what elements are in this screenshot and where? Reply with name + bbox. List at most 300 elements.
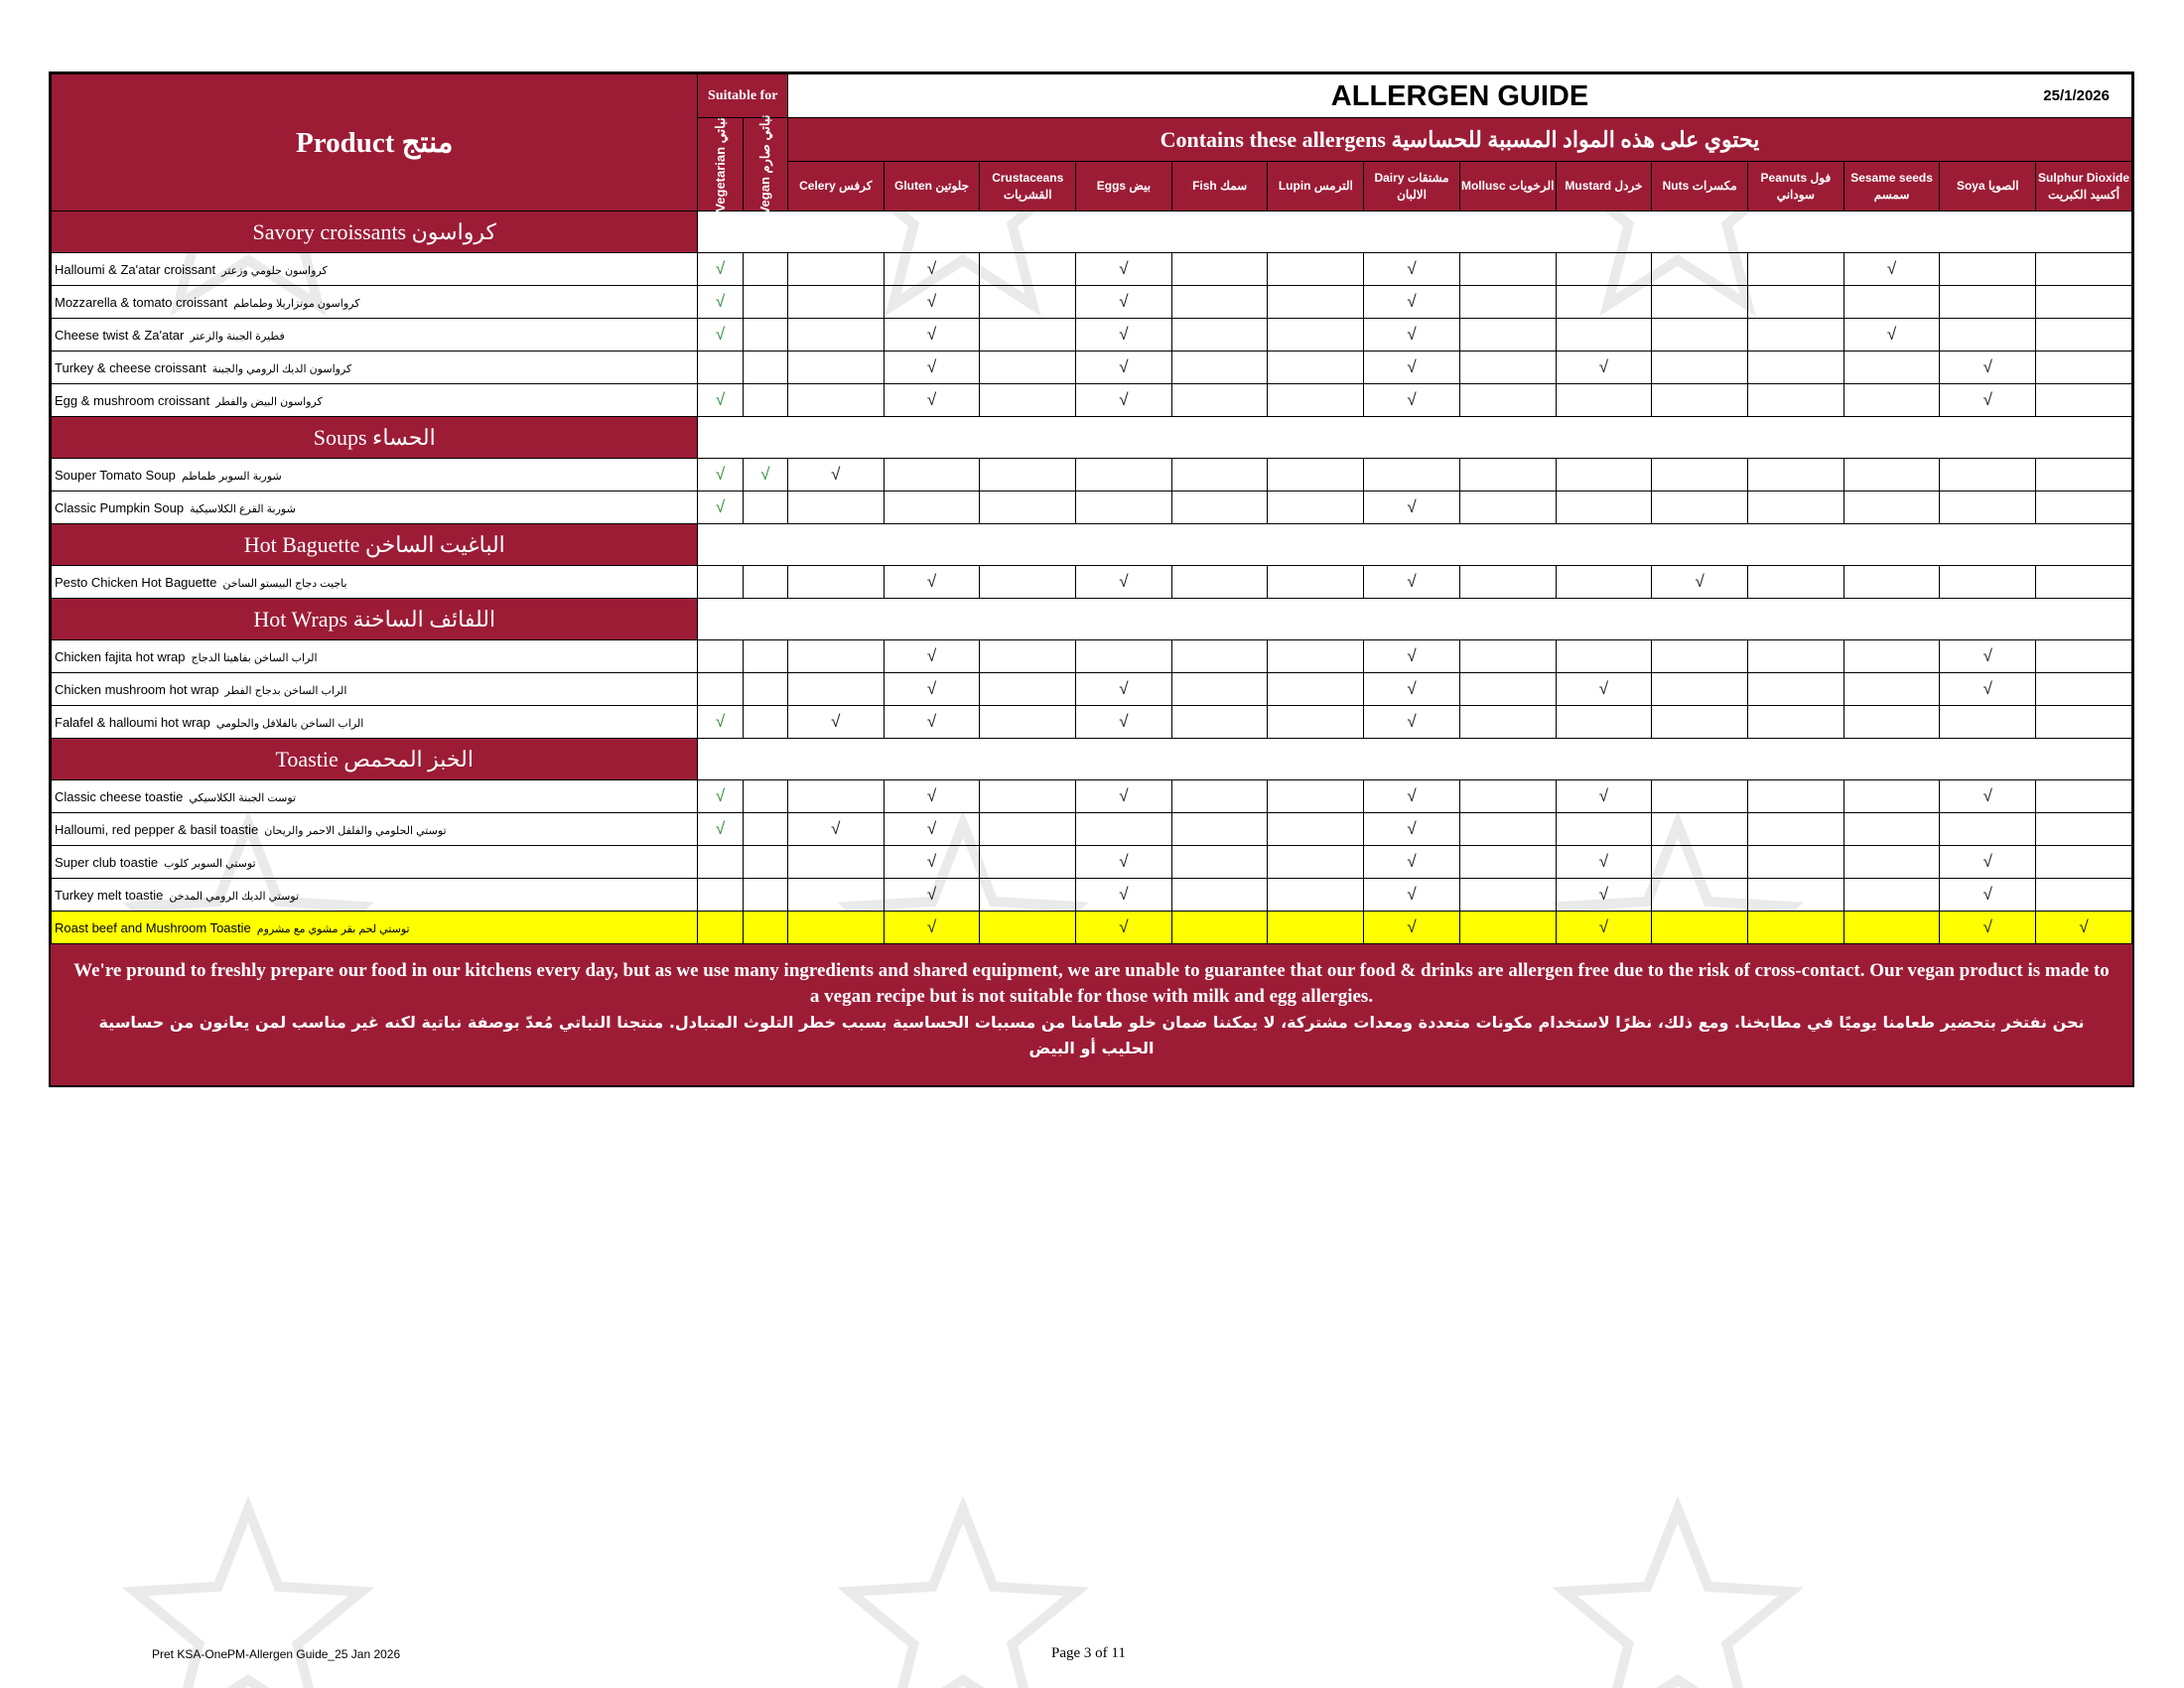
allergen-cell [1748, 879, 1844, 912]
allergen-cell: √ [884, 706, 980, 739]
allergen-cell [1940, 492, 2036, 524]
allergen-cell [1652, 459, 1748, 492]
vegetarian-column-header [698, 118, 743, 211]
document-name: Pret KSA-OnePM-Allergen Guide_25 Jan 2026 [152, 1647, 401, 1661]
allergen-cell: √ [1940, 640, 2036, 673]
allergen-cell: √ [1076, 879, 1172, 912]
vegan-cell [743, 492, 787, 524]
product-row [52, 879, 2132, 912]
allergen-cell [1940, 813, 2036, 846]
product-name-cell [52, 706, 698, 739]
allergen-cell [787, 879, 884, 912]
allergen-cell [980, 640, 1076, 673]
allergen-header: Peanuts فول سوداني [1748, 162, 1844, 211]
allergen-cell [1748, 253, 1844, 286]
product-name-ar: شوربة السوبر طماطم [181, 470, 282, 483]
allergen-cell [1171, 384, 1268, 417]
allergen-cell [1171, 879, 1268, 912]
allergen-cell [1652, 912, 1748, 944]
product-name-en: Chicken fajita hot wrap [55, 648, 186, 664]
allergen-cell: √ [884, 879, 980, 912]
allergen-cell [1556, 286, 1652, 319]
allergen-cell [1843, 673, 1940, 706]
allergen-cell [1940, 566, 2036, 599]
allergen-cell [1171, 673, 1268, 706]
allergen-cell [1652, 640, 1748, 673]
allergen-cell: √ [1076, 912, 1172, 944]
allergen-cell [2036, 673, 2132, 706]
allergen-cell: √ [787, 706, 884, 739]
allergen-cell [1171, 706, 1268, 739]
product-name-cell [52, 286, 698, 319]
product-name-en: Mozzarella & tomato croissant [55, 294, 228, 310]
allergen-cell [1940, 319, 2036, 352]
vegetarian-cell: √ [698, 253, 743, 286]
product-name-ar: كرواسون الديك الرومي والجبنة [211, 362, 352, 375]
product-row [52, 912, 2132, 944]
allergen-cell: √ [1076, 673, 1172, 706]
allergen-header: Gluten جلوتين [884, 162, 980, 211]
allergen-cell: √ [1076, 780, 1172, 813]
allergen-cell [1171, 459, 1268, 492]
allergen-cell [2036, 286, 2132, 319]
allergen-cell [1748, 780, 1844, 813]
allergen-cell: √ [1364, 352, 1460, 384]
allergen-cell [1268, 566, 1364, 599]
vegetarian-cell: √ [698, 492, 743, 524]
allergen-cell: √ [1364, 673, 1460, 706]
allergen-cell [1748, 640, 1844, 673]
section-title: Soups الحساء [52, 417, 698, 459]
allergen-cell [1459, 846, 1556, 879]
allergen-cell [1171, 780, 1268, 813]
allergen-cell [1076, 492, 1172, 524]
allergen-cell: √ [1076, 706, 1172, 739]
allergen-cell [1940, 459, 2036, 492]
allergen-cell [1652, 492, 1748, 524]
allergen-cell: √ [1940, 846, 2036, 879]
vegan-cell [743, 846, 787, 879]
allergen-cell: √ [884, 813, 980, 846]
vegan-cell [743, 780, 787, 813]
product-name-ar: فطيرة الجبنة والزعتر [190, 330, 285, 343]
allergen-cell [1556, 253, 1652, 286]
allergen-cell: √ [1076, 286, 1172, 319]
allergen-cell [980, 286, 1076, 319]
allergen-cell [2036, 319, 2132, 352]
allergen-cell [2036, 879, 2132, 912]
allergen-cell: √ [884, 319, 980, 352]
allergen-cell [1843, 384, 1940, 417]
allergen-cell: √ [1076, 384, 1172, 417]
product-name-cell [52, 384, 698, 417]
allergen-cell [980, 780, 1076, 813]
allergen-header: Lupin الترمس [1268, 162, 1364, 211]
product-name-cell [52, 459, 698, 492]
allergen-cell [1171, 846, 1268, 879]
allergen-cell [1268, 352, 1364, 384]
allergen-cell [2036, 846, 2132, 879]
vegan-cell [743, 813, 787, 846]
allergen-cell: √ [1940, 673, 2036, 706]
allergen-table [51, 73, 2132, 944]
allergen-cell [1748, 319, 1844, 352]
product-name-cell [52, 492, 698, 524]
allergen-cell [1268, 879, 1364, 912]
allergen-cell [2036, 640, 2132, 673]
allergen-cell [1268, 813, 1364, 846]
restaurant-guru-logo-icon [135, 1509, 361, 1688]
allergen-cell [1171, 319, 1268, 352]
allergen-cell [787, 912, 884, 944]
vegan-label: Vegan نباتي صارم [756, 114, 772, 214]
product-row [52, 459, 2132, 492]
vegan-cell [743, 879, 787, 912]
allergen-cell: √ [1940, 780, 2036, 813]
section-title: Hot Wraps اللفائف الساخنة [52, 599, 698, 640]
allergen-cell [1843, 846, 1940, 879]
allergen-cell: √ [1364, 286, 1460, 319]
allergen-cell [1748, 352, 1844, 384]
vegetarian-cell [698, 352, 743, 384]
product-name-ar: توستي السوبر كلوب [164, 857, 256, 870]
vegan-cell [743, 640, 787, 673]
product-name-ar: الراب الساخن بالفلافل والحلومي [215, 717, 364, 730]
section-filler [698, 599, 2132, 640]
allergen-cell [1748, 459, 1844, 492]
allergen-cell [1268, 286, 1364, 319]
allergen-cell [1171, 492, 1268, 524]
vegan-cell [743, 253, 787, 286]
product-name-cell [52, 352, 698, 384]
allergen-cell [1843, 352, 1940, 384]
allergen-cell: √ [1843, 319, 1940, 352]
product-row [52, 780, 2132, 813]
allergen-cell [2036, 459, 2132, 492]
allergen-cell [1843, 640, 1940, 673]
allergen-guide-sheet [49, 71, 2134, 1087]
allergen-cell [1459, 813, 1556, 846]
allergen-cell [2036, 492, 2132, 524]
allergen-cell [1268, 384, 1364, 417]
allergen-cell [787, 352, 884, 384]
vegetarian-cell [698, 879, 743, 912]
allergen-cell [1171, 640, 1268, 673]
disclaimer-english: We're pround to freshly prepare our food in our kitchens every day, but as we use many ingredients and shared equipment, we are unable to guarantee that our food & drinks are allergen free due to the risk of cross-contact. Our vegan product is made to a vegan recipe but is not suitable for those with milk and egg allergies. [73, 960, 2110, 1007]
product-row [52, 352, 2132, 384]
allergen-cell: √ [884, 673, 980, 706]
allergen-cell [980, 459, 1076, 492]
allergen-cell [2036, 253, 2132, 286]
allergen-cell: √ [884, 780, 980, 813]
allergen-cell [1459, 253, 1556, 286]
allergen-cell [1843, 912, 1940, 944]
vegetarian-cell [698, 640, 743, 673]
allergen-cell: √ [1076, 846, 1172, 879]
product-name-cell [52, 319, 698, 352]
allergen-cell [884, 492, 980, 524]
section-title: Hot Baguette الباغيت الساخن [52, 524, 698, 566]
allergen-cell [1268, 780, 1364, 813]
product-name-en: Halloumi & Za'atar croissant [55, 261, 216, 277]
allergen-cell [1652, 673, 1748, 706]
restaurant-guru-logo-icon [1565, 1509, 1791, 1688]
vegan-column-header [743, 114, 787, 214]
allergen-cell: √ [884, 640, 980, 673]
allergen-cell: √ [1364, 912, 1460, 944]
allergen-cell [1459, 879, 1556, 912]
allergen-cell [2036, 780, 2132, 813]
allergen-cell [980, 253, 1076, 286]
vegetarian-label: Vegetarian نباتي [712, 116, 728, 212]
product-name-en: Turkey & cheese croissant [55, 359, 206, 375]
allergen-cell: √ [1076, 352, 1172, 384]
vegan-cell [743, 286, 787, 319]
product-name-cell [52, 673, 698, 706]
vegan-cell: √ [743, 459, 787, 492]
allergen-cell [1459, 319, 1556, 352]
allergen-cell [1940, 253, 2036, 286]
allergen-cell [1268, 459, 1364, 492]
allergen-header: Nuts مكسرات [1652, 162, 1748, 211]
product-name-ar: كرواسون موتزاريلا وطماطم [233, 297, 360, 310]
allergen-header: Crustaceans القشريات [980, 162, 1076, 211]
allergen-cell [980, 846, 1076, 879]
product-row [52, 673, 2132, 706]
allergen-cell: √ [884, 566, 980, 599]
allergen-cell [1459, 640, 1556, 673]
allergen-cell: √ [1364, 780, 1460, 813]
vegetarian-cell [698, 912, 743, 944]
product-name-ar: توست الجبنة الكلاسيكي [189, 791, 297, 804]
product-name-ar: كرواسون البيض والفطر [215, 395, 323, 408]
allergen-cell [980, 813, 1076, 846]
allergen-cell: √ [1940, 912, 2036, 944]
allergen-cell [787, 846, 884, 879]
allergen-cell [1364, 459, 1460, 492]
allergen-cell [1459, 673, 1556, 706]
vegan-cell [743, 673, 787, 706]
allergen-cell [1459, 780, 1556, 813]
allergen-cell: √ [1364, 813, 1460, 846]
allergen-cell [1171, 813, 1268, 846]
product-row [52, 846, 2132, 879]
allergen-cell [1459, 912, 1556, 944]
allergen-cell: √ [1556, 912, 1652, 944]
allergen-cell [787, 286, 884, 319]
product-name-ar: باجيت دجاج البيستو الساخن [222, 577, 347, 590]
product-name-en: Classic Pumpkin Soup [55, 499, 185, 515]
product-name-en: Falafel & halloumi hot wrap [55, 714, 210, 730]
allergen-cell [1268, 846, 1364, 879]
allergen-cell [1843, 492, 1940, 524]
allergen-cell: √ [1364, 879, 1460, 912]
allergen-cell [980, 319, 1076, 352]
section-header-row [52, 739, 2132, 780]
allergen-cell [1748, 813, 1844, 846]
product-name-en: Turkey melt toastie [55, 887, 164, 903]
allergen-cell: √ [884, 352, 980, 384]
allergen-cell [787, 566, 884, 599]
vegetarian-cell [698, 846, 743, 879]
allergen-cell: √ [2036, 912, 2132, 944]
allergen-cell [1076, 640, 1172, 673]
allergen-cell [980, 566, 1076, 599]
allergen-cell [980, 673, 1076, 706]
allergen-cell: √ [1076, 319, 1172, 352]
allergen-cell [1843, 566, 1940, 599]
allergen-cell [1556, 384, 1652, 417]
product-name-ar: توستي الديك الرومي المدخن [169, 890, 300, 903]
allergen-cell [1652, 319, 1748, 352]
allergen-cell [1556, 813, 1652, 846]
vegetarian-cell: √ [698, 384, 743, 417]
allergen-cell [980, 384, 1076, 417]
allergen-cell: √ [1556, 352, 1652, 384]
allergen-cell [1843, 706, 1940, 739]
allergen-cell [1843, 286, 1940, 319]
allergen-cell [1556, 492, 1652, 524]
allergen-cell: √ [1940, 384, 2036, 417]
allergen-cell: √ [884, 384, 980, 417]
product-name-cell [52, 912, 698, 944]
product-column-header: Product منتج [52, 74, 698, 211]
allergen-cell [1652, 846, 1748, 879]
product-row [52, 813, 2132, 846]
contains-allergens-header: Contains these allergens يحتوي على هذه المواد المسببة للحساسية [787, 118, 2131, 162]
product-name-en: Souper Tomato Soup [55, 467, 176, 483]
vegan-cell [743, 319, 787, 352]
allergen-cell [1171, 352, 1268, 384]
allergen-cell [980, 492, 1076, 524]
allergen-cell: √ [1076, 566, 1172, 599]
allergen-cell [1748, 286, 1844, 319]
allergen-cell: √ [1364, 566, 1460, 599]
allergen-cell [1652, 706, 1748, 739]
allergen-cell: √ [1556, 879, 1652, 912]
restaurant-guru-logo-icon [850, 1509, 1076, 1688]
allergen-cell: √ [884, 912, 980, 944]
product-row [52, 286, 2132, 319]
product-name-cell [52, 813, 698, 846]
page-title: ALLERGEN GUIDE [1330, 80, 1589, 112]
section-filler [698, 417, 2132, 459]
section-title: Toastie الخبز المحمص [52, 739, 698, 780]
allergen-cell [787, 640, 884, 673]
allergen-header: Soya الصويا [1940, 162, 2036, 211]
allergen-cell [1748, 846, 1844, 879]
allergen-header: Eggs بيض [1076, 162, 1172, 211]
title-cell [787, 74, 2131, 118]
allergen-cell [1940, 706, 2036, 739]
allergen-cell: √ [1652, 566, 1748, 599]
allergen-cell [1652, 286, 1748, 319]
allergen-cell [1556, 640, 1652, 673]
allergen-cell [1171, 912, 1268, 944]
allergen-cell: √ [884, 846, 980, 879]
allergen-cell [1748, 566, 1844, 599]
allergen-cell [1268, 253, 1364, 286]
allergen-cell [1652, 352, 1748, 384]
vegetarian-cell [698, 566, 743, 599]
product-name-ar: الراب الساخن بفاهيتا الدجاج [191, 651, 318, 664]
allergen-cell: √ [1556, 846, 1652, 879]
allergen-header: Sulphur Dioxide أكسيد الكبريت [2036, 162, 2132, 211]
allergen-header: Sesame seeds سمسم [1843, 162, 1940, 211]
vegetarian-cell: √ [698, 813, 743, 846]
allergen-cell [1748, 492, 1844, 524]
allergen-cell [1652, 384, 1748, 417]
allergen-cell: √ [1364, 253, 1460, 286]
allergen-header: Mollusc الرخويات [1459, 162, 1556, 211]
product-row [52, 706, 2132, 739]
product-name-ar: توستي الحلومي والفلفل الاحمر والريحان [264, 824, 447, 837]
product-name-cell [52, 780, 698, 813]
allergen-cell: √ [1364, 384, 1460, 417]
allergen-cell [1748, 673, 1844, 706]
allergen-cell: √ [1364, 846, 1460, 879]
product-name-en: Halloumi, red pepper & basil toastie [55, 821, 259, 837]
allergen-header: Celery كرفس [787, 162, 884, 211]
vegetarian-cell: √ [698, 459, 743, 492]
section-filler [698, 211, 2132, 253]
product-name-en: Classic cheese toastie [55, 788, 184, 804]
allergen-cell [1076, 459, 1172, 492]
allergen-cell [1843, 813, 1940, 846]
allergen-cell [2036, 352, 2132, 384]
allergen-cell [1459, 352, 1556, 384]
product-name-cell [52, 253, 698, 286]
vegetarian-cell: √ [698, 780, 743, 813]
allergen-cell [1268, 673, 1364, 706]
section-filler [698, 524, 2132, 566]
allergen-cell [2036, 566, 2132, 599]
allergen-cell [787, 319, 884, 352]
product-name-ar: شوربة القرع الكلاسيكية [190, 502, 296, 515]
product-name-en: Super club toastie [55, 854, 159, 870]
vegan-cell [743, 352, 787, 384]
allergen-cell [1171, 253, 1268, 286]
allergen-cell [1843, 879, 1940, 912]
allergen-cell [1268, 912, 1364, 944]
allergen-cell [787, 384, 884, 417]
product-row [52, 384, 2132, 417]
vegan-cell [743, 706, 787, 739]
allergen-cell [1076, 813, 1172, 846]
product-name-ar: الراب الساخن بدجاج الفطر [224, 684, 347, 697]
allergen-cell [980, 352, 1076, 384]
suitable-for-header: Suitable for [698, 74, 787, 118]
allergen-cell: √ [1364, 319, 1460, 352]
allergen-header: Mustard خردل [1556, 162, 1652, 211]
product-name-cell [52, 640, 698, 673]
allergen-cell: √ [1556, 780, 1652, 813]
section-header-row [52, 524, 2132, 566]
vegetarian-cell: √ [698, 286, 743, 319]
allergen-cell [1940, 286, 2036, 319]
allergen-cell [2036, 813, 2132, 846]
allergen-cell [1459, 286, 1556, 319]
allergen-cell [1652, 253, 1748, 286]
allergen-cell: √ [787, 459, 884, 492]
allergen-cell [787, 492, 884, 524]
allergen-cell [1459, 492, 1556, 524]
allergen-cell [980, 912, 1076, 944]
vegan-cell [743, 912, 787, 944]
product-row [52, 319, 2132, 352]
section-filler [698, 739, 2132, 780]
section-header-row [52, 599, 2132, 640]
